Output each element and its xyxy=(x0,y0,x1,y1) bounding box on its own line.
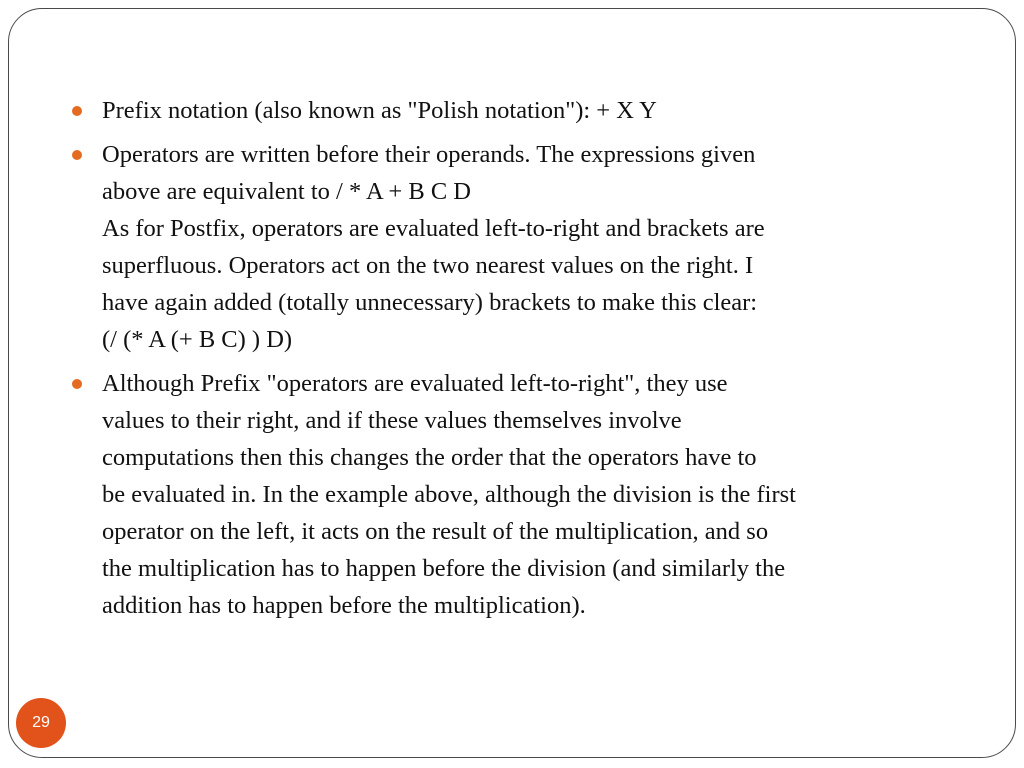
bullet-line: operator on the left, it acts on the result of the multiplication, and so xyxy=(102,518,769,545)
slide-body xyxy=(71,92,971,631)
bullet-line: be evaluated in. In the example above, although the division is the first xyxy=(102,481,796,508)
bullet-dot-icon xyxy=(72,379,82,389)
bullet-line: Operators are written before their operands. The expressions given xyxy=(102,141,756,168)
bullet-line: above are equivalent to / * A + B C D xyxy=(102,178,471,205)
bullet-item-evaluation-order xyxy=(71,365,971,624)
bullet-item-prefix-notation xyxy=(71,92,971,129)
bullet-line: As for Postfix, operators are evaluated left-to-right and brackets are xyxy=(102,215,765,242)
bullet-item-operators-before-operands xyxy=(71,136,971,358)
bullet-line: Although Prefix "operators are evaluated left-to-right", they use xyxy=(102,370,728,397)
bullet-line: addition has to happen before the multiplication). xyxy=(102,592,586,619)
bullet-dot-icon xyxy=(72,106,82,116)
bullet-line: Prefix notation (also known as "Polish notation"): + X Y xyxy=(102,97,657,124)
bullet-line: have again added (totally unnecessary) brackets to make this clear: xyxy=(102,289,758,316)
bullet-line: superfluous. Operators act on the two nearest values on the right. I xyxy=(102,252,754,279)
bullet-line: computations then this changes the order that the operators have to xyxy=(102,444,757,471)
page-number-badge: 29 xyxy=(16,698,66,748)
bullet-line: values to their right, and if these values themselves involve xyxy=(102,407,682,434)
bullet-line: (/ (* A (+ B C) ) D) xyxy=(102,326,293,353)
bullet-dot-icon xyxy=(72,150,82,160)
bullet-line: the multiplication has to happen before the division (and similarly the xyxy=(102,555,786,582)
